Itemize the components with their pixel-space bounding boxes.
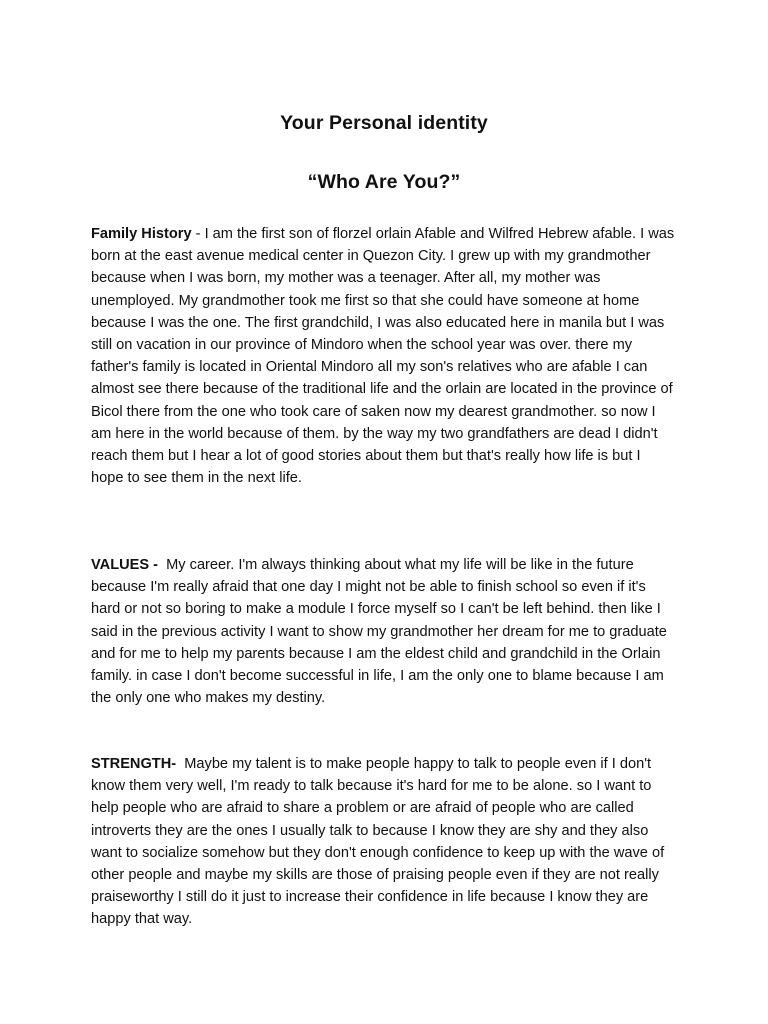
section-separator xyxy=(158,557,166,573)
section-values xyxy=(91,554,677,709)
section-strength xyxy=(91,753,677,931)
section-body: My career. I'm always thinking about what my life will be like in the future because I'm really afraid that one day I might not be able to finish school so even if it's hard or not so boring to make a module I force myself so I can't be left behind. then like I said in the previous activity I want to show my grandmother her dream for me to graduate and for me to help my parents because I am the eldest child and grandchild in the Orlain family. in case I don't become successful in life, I am the only one to blame because I am the only one who makes my destiny. xyxy=(91,557,667,707)
section-label: STRENGTH- xyxy=(91,756,177,772)
section-body: Maybe my talent is to make people happy to talk to people even if I don't know them very well, I'm ready to talk because it's hard for me to be alone. so I want to help people who are afraid to share a problem or are afraid of people who are called introverts they are the ones I usually talk to because I know they are shy and they also want to socialize somehow but they don't enough confidence to keep up with the wave of other people and maybe my skills are those of praising people even if they are not really praiseworthy I still do it just to increase their confidence in life because I know they are happy that way. xyxy=(91,756,665,928)
section-label: VALUES - xyxy=(91,557,159,573)
document-subtitle: “Who Are You?” xyxy=(307,171,461,193)
document-title: Your Personal identity xyxy=(280,112,488,134)
section-body: I am the first son of florzel orlain Afable and Wilfred Hebrew afable. I was born at the east avenue medical center in Quezon City. I grew up with my grandmother because when I was born, my mother was a teenager. After all, my mother was unemployed. My grandmother took me first so that she could have someone at home because I was the one. The first grandchild, I was also educated here in manila but I was still on vacation in our province of Mindoro when the school year was over. there my father's family is located in Oriental Mindoro all my son's relatives who are afable I can almost see there because of the traditional life and the orlain are located in the province of Bicol there from the one who took care of saken now my dearest grandmother. so now I am here in the world because of them. by the way my two grandfathers are dead I didn't reach them but I hear a lot of good stories about them but that's really how life is but I hope to see them in the next life. xyxy=(91,226,675,487)
section-label: Family History xyxy=(91,226,192,242)
section-separator: - xyxy=(191,226,205,242)
section-family-history xyxy=(91,223,677,489)
